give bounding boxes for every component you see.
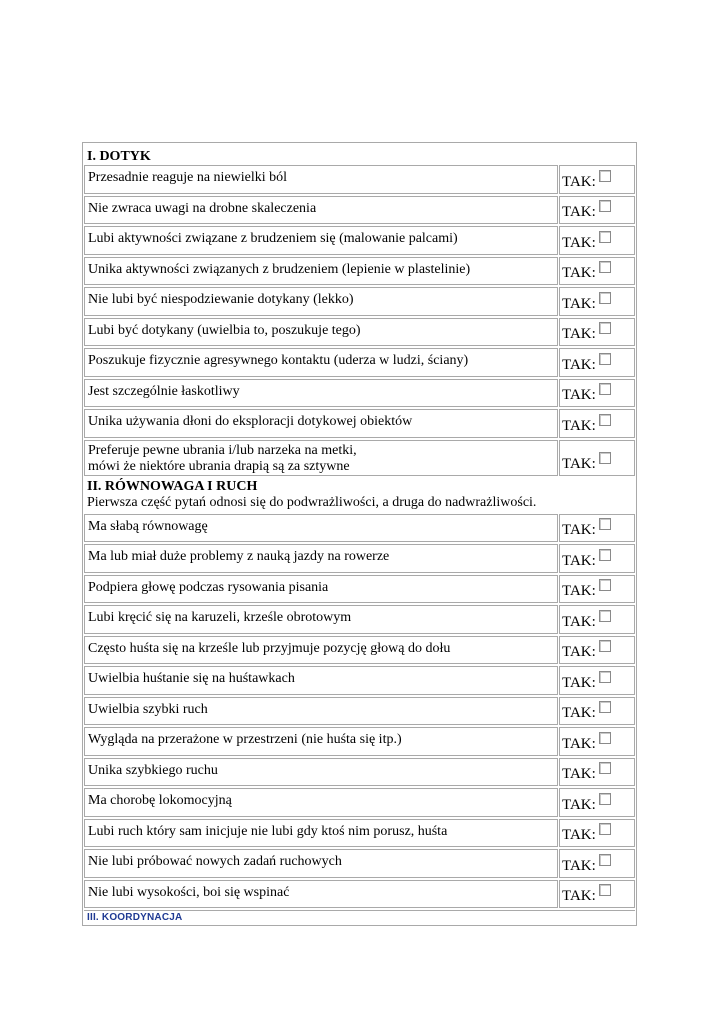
section-title-rownowaga: II. RÓWNOWAGA I RUCH [87,478,258,494]
question-text: Nie lubi próbować nowych zadań ruchowych [84,849,558,878]
answer-cell [559,514,635,543]
answer-cell [559,165,635,194]
section-subtitle-rownowaga: Pierwsza część pytań odnosi się do podwrażliwości, a druga do nadwrażliwości. [87,494,537,510]
question-row [84,286,635,317]
question-text: Ma lub miał duże problemy z nauką jazdy na rowerze [84,544,558,573]
question-text: Unika używania dłoni do eksploracji dotykowej obiektów [84,409,558,438]
question-row [84,195,635,226]
answer-cell [559,727,635,756]
question-text: Podpiera głowę podczas rysowania pisania [84,575,558,604]
question-row [84,696,635,727]
answer-cell [559,348,635,377]
question-row [84,225,635,256]
tak-checkbox[interactable] [599,854,611,866]
answer-cell [559,666,635,695]
question-text-line1: Preferuje pewne ubrania i/lub narzeka na metki, [88,442,357,458]
question-row [84,879,635,910]
tak-checkbox[interactable] [599,383,611,395]
answer-cell [559,880,635,909]
question-text: Lubi być dotykany (uwielbia to, poszukuje tego) [84,318,558,347]
question-row [84,317,635,348]
section-rownowaga-rows [84,513,635,910]
tak-checkbox[interactable] [599,610,611,622]
answer-cell [559,257,635,286]
question-row [84,439,635,477]
answer-label: TAK: [562,552,596,569]
answer-cell [559,226,635,255]
section-title-koordynacja: III. KOORDYNACJA [84,910,635,924]
answer-label: TAK: [562,455,596,472]
tak-checkbox[interactable] [599,701,611,713]
answer-label: TAK: [562,522,596,538]
tak-checkbox[interactable] [599,732,611,744]
answer-label: TAK: [562,387,596,403]
question-text: Ma słabą równowagę [84,514,558,543]
answer-cell [559,544,635,573]
answer-label: TAK: [562,583,596,599]
tak-checkbox[interactable] [599,640,611,652]
question-text: Uwielbia szybki ruch [84,697,558,726]
tak-checkbox[interactable] [599,414,611,426]
tak-checkbox[interactable] [599,452,611,464]
question-text: Nie zwraca uwagi na drobne skaleczenia [84,196,558,225]
answer-label: TAK: [562,705,596,721]
question-text: Często huśta się na krześle lub przyjmuje pozycję głową do dołu [84,636,558,665]
answer-cell [559,575,635,604]
answer-cell [559,697,635,726]
questionnaire-table [82,142,637,926]
answer-cell [559,636,635,665]
question-row [84,543,635,574]
tak-checkbox[interactable] [599,671,611,683]
question-text: Uwielbia huśtanie się na huśtawkach [84,666,558,695]
question-text: Lubi kręcić się na karuzeli, krześle obrotowym [84,605,558,634]
answer-cell [559,605,635,634]
question-row [84,347,635,378]
answer-cell [559,758,635,787]
question-row [84,726,635,757]
question-row [84,787,635,818]
tak-checkbox[interactable] [599,823,611,835]
question-row [84,604,635,635]
answer-label: TAK: [562,796,596,813]
tak-checkbox[interactable] [599,884,611,896]
tak-checkbox[interactable] [599,292,611,304]
answer-label: TAK: [562,888,596,904]
answer-label: TAK: [562,735,596,752]
tak-checkbox[interactable] [599,200,611,212]
question-row [84,408,635,439]
question-text-line2: mówi że niektóre ubrania drapią są za sztywne [88,458,350,474]
question-text: Nie lubi być niespodziewanie dotykany (lekko) [84,287,558,316]
answer-label: TAK: [562,204,596,220]
question-row [84,256,635,287]
tak-checkbox[interactable] [599,579,611,591]
answer-label: TAK: [562,674,596,691]
question-text [84,440,558,476]
tak-checkbox[interactable] [599,322,611,334]
answer-cell [559,379,635,408]
answer-label: TAK: [562,356,596,373]
tak-checkbox[interactable] [599,170,611,182]
answer-cell [559,318,635,347]
question-row [84,164,635,195]
answer-label: TAK: [562,857,596,874]
answer-cell [559,819,635,848]
answer-cell [559,440,635,476]
answer-cell [559,196,635,225]
question-row [84,378,635,409]
tak-checkbox[interactable] [599,518,611,530]
answer-label: TAK: [562,417,596,434]
question-text: Poszukuje fizycznie agresywnego kontaktu (uderza w ludzi, ściany) [84,348,558,377]
tak-checkbox[interactable] [599,353,611,365]
answer-cell [559,788,635,817]
question-text: Przesadnie reaguje na niewielki ból [84,165,558,194]
question-text: Unika szybkiego ruchu [84,758,558,787]
question-text: Ma chorobę lokomocyjną [84,788,558,817]
question-text: Unika aktywności związanych z brudzeniem (lepienie w plastelinie) [84,257,558,286]
question-text: Lubi aktywności związane z brudzeniem się (malowanie palcami) [84,226,558,255]
tak-checkbox[interactable] [599,793,611,805]
answer-label: TAK: [562,234,596,251]
answer-label: TAK: [562,265,596,281]
tak-checkbox[interactable] [599,549,611,561]
question-row [84,818,635,849]
question-row [84,635,635,666]
answer-label: TAK: [562,613,596,630]
tak-checkbox[interactable] [599,762,611,774]
answer-cell [559,849,635,878]
question-row [84,848,635,879]
question-text: Jest szczególnie łaskotliwy [84,379,558,408]
section-dotyk-rows [84,164,635,439]
section-title-dotyk: I. DOTYK [87,149,151,164]
question-row [84,574,635,605]
answer-label: TAK: [562,827,596,843]
answer-label: TAK: [562,295,596,312]
question-text: Wygląda na przerażone w przestrzeni (nie huśta się itp.) [84,727,558,756]
answer-label: TAK: [562,173,596,190]
question-text: Nie lubi wysokości, boi się wspinać [84,880,558,909]
answer-label: TAK: [562,644,596,660]
question-text: Lubi ruch który sam inicjuje nie lubi gdy ktoś nim porusz, huśta [84,819,558,848]
question-row [84,665,635,696]
tak-checkbox[interactable] [599,231,611,243]
question-row [84,513,635,544]
answer-label: TAK: [562,766,596,782]
question-row [84,757,635,788]
answer-label: TAK: [562,326,596,342]
answer-cell [559,287,635,316]
section-header-rownowaga [84,477,635,513]
tak-checkbox[interactable] [599,261,611,273]
answer-cell [559,409,635,438]
